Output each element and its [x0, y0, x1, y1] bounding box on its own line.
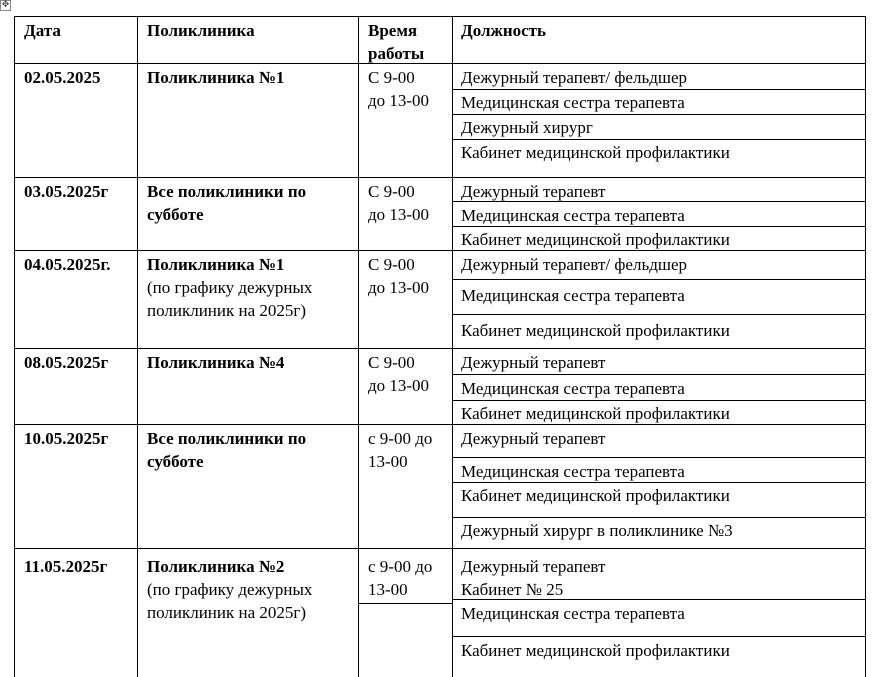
row-hours: до 13-00: [368, 278, 430, 297]
row-hours: до 13-00: [368, 205, 430, 224]
row-hours: 13-00: [368, 580, 408, 599]
position-item: Кабинет медицинской профилактики: [461, 321, 730, 340]
row-date: 10.05.2025г: [24, 429, 109, 448]
position-item: Дежурный терапевт: [461, 353, 606, 372]
position-item: Медицинская сестра терапевта: [461, 604, 685, 623]
row-date: 02.05.2025: [24, 68, 101, 87]
row-clinic: субботе: [147, 205, 204, 224]
position-item: Кабинет медицинской профилактики: [461, 486, 730, 505]
position-item: Дежурный терапевт: [461, 182, 606, 201]
row-hours: с 9-00 до: [368, 557, 433, 576]
position-item: Дежурный терапевт/ фельдшер: [461, 68, 687, 87]
position-item: Дежурный терапевт/ фельдшер: [461, 255, 687, 274]
row-clinic: Все поликлиники по: [147, 429, 307, 448]
header-clinic: Поликлиника: [147, 21, 255, 40]
header-position: Должность: [461, 21, 547, 40]
row-clinic-note: поликлиник на 2025г): [147, 301, 307, 320]
position-item: Дежурный терапевт: [461, 429, 606, 448]
position-item: Медицинская сестра терапевта: [461, 93, 685, 112]
row-clinic: Все поликлиники по: [147, 182, 307, 201]
position-room: Кабинет № 25: [461, 580, 564, 599]
row-hours: С 9-00: [368, 353, 415, 372]
row-hours: до 13-00: [368, 376, 430, 395]
row-hours: С 9-00: [368, 182, 415, 201]
header-hours: Время: [368, 21, 418, 40]
row-clinic: Поликлиника №1: [147, 255, 285, 274]
row-clinic: Поликлиника №4: [147, 353, 285, 372]
position-item: Кабинет медицинской профилактики: [461, 641, 730, 660]
position-item: Дежурный хирург: [461, 118, 593, 137]
position-item: Медицинская сестра терапевта: [461, 379, 685, 398]
row-clinic-note: (по графику дежурных: [147, 278, 313, 297]
row-clinic: Поликлиника №1: [147, 68, 285, 87]
row-clinic-note: поликлиник на 2025г): [147, 603, 307, 622]
row-clinic-note: (по графику дежурных: [147, 580, 313, 599]
position-item: Кабинет медицинской профилактики: [461, 404, 730, 423]
position-item: Медицинская сестра терапевта: [461, 286, 685, 305]
position-item: Кабинет медицинской профилактики: [461, 230, 730, 249]
position-item: Дежурный хирург в поликлинике №3: [461, 521, 733, 540]
header-date: Дата: [24, 21, 61, 40]
row-hours: с 9-00 до: [368, 429, 433, 448]
row-date: 08.05.2025г: [24, 353, 109, 372]
row-date: 03.05.2025г: [24, 182, 109, 201]
position-item: Медицинская сестра терапевта: [461, 206, 685, 225]
row-hours: С 9-00: [368, 255, 415, 274]
move-table-handle-icon[interactable]: ✥: [1, 0, 10, 10]
row-date: 11.05.2025г: [24, 557, 108, 576]
position-item: Дежурный терапевт: [461, 557, 606, 576]
position-item: Кабинет медицинской профилактики: [461, 143, 730, 162]
row-date: 04.05.2025г.: [24, 255, 111, 274]
row-clinic: Поликлиника №2: [147, 557, 285, 576]
row-hours: С 9-00: [368, 68, 415, 87]
position-item: Медицинская сестра терапевта: [461, 462, 685, 481]
row-clinic: субботе: [147, 452, 204, 471]
row-hours: до 13-00: [368, 91, 430, 110]
row-hours: 13-00: [368, 452, 408, 471]
header-hours-line2: работы: [368, 44, 425, 63]
